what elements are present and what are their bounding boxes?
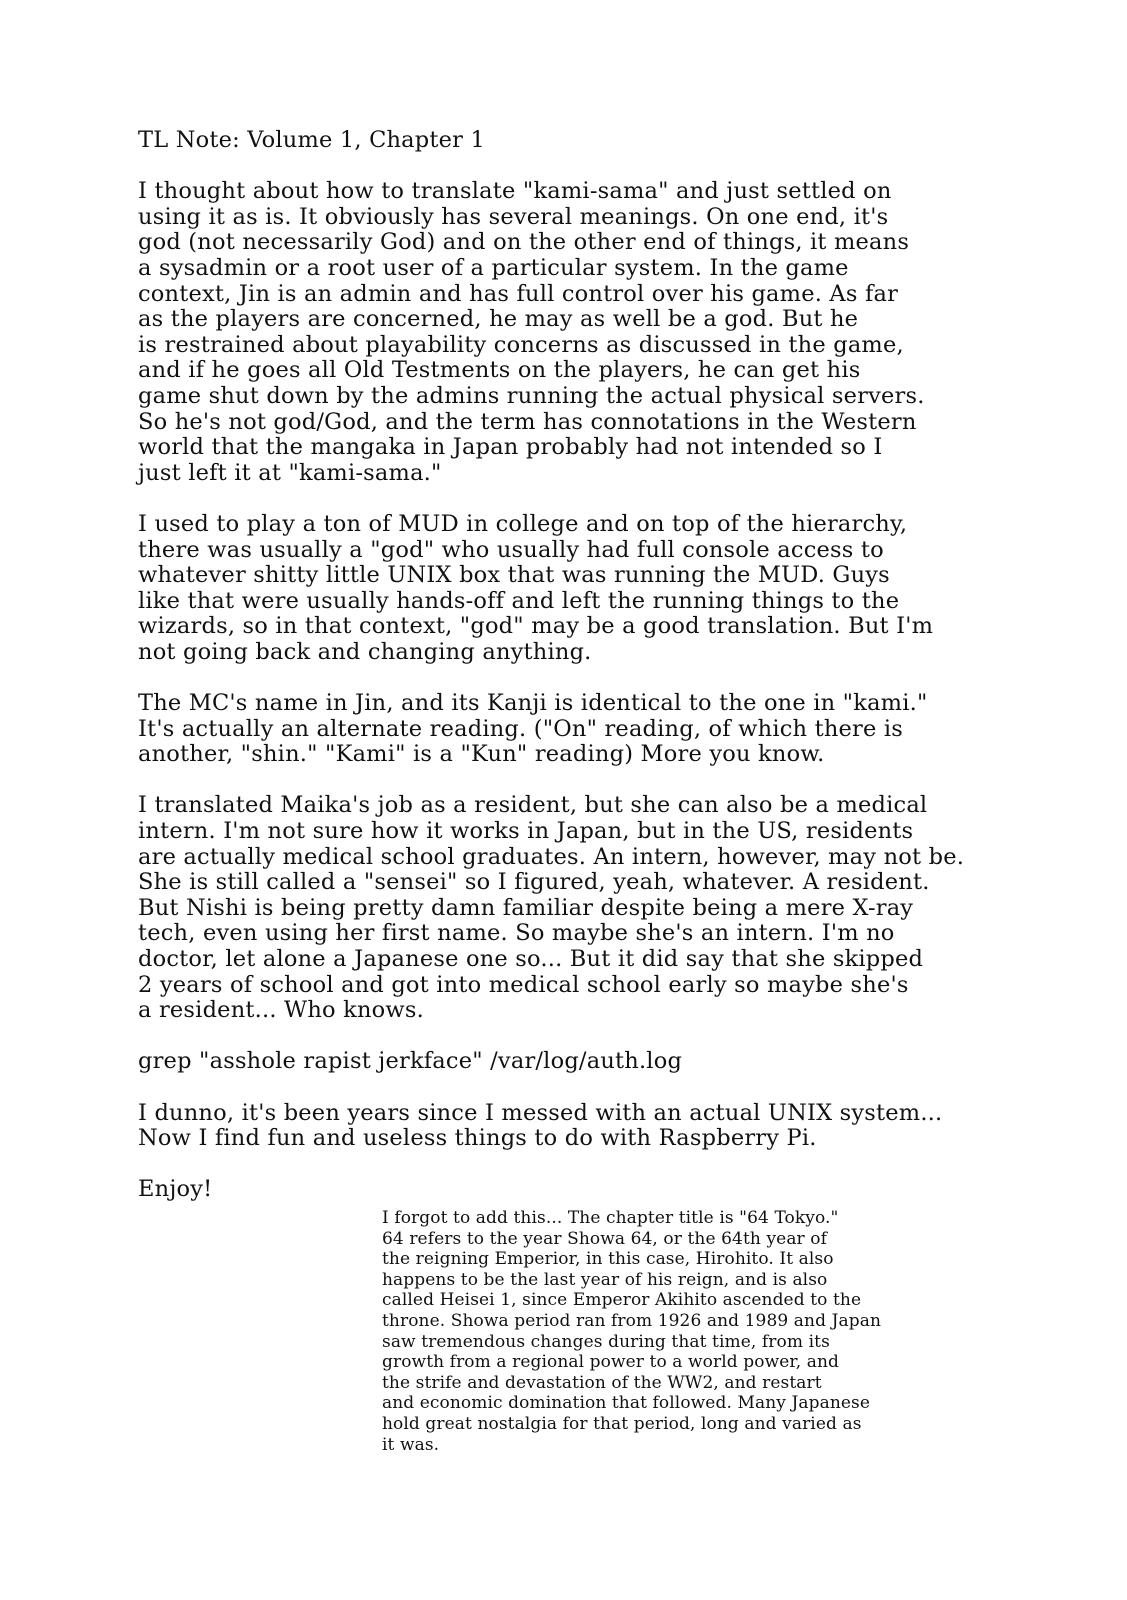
- note-title: TL Note: Volume 1, Chapter 1: [138, 127, 485, 153]
- paragraph-mud: I used to play a ton of MUD in college and on top of the hierarchy, there was usually a "god" who usually had full console access to whatever shitty little UNIX box that was running the MUD. Guys like that were usually hands-off and left the running things to the wizards, so in that context, "god" may be a good translation. But I'm not going back and changing anything.: [138, 510, 934, 665]
- main-text: [138, 128, 998, 1229]
- paragraph-jin-name: The MC's name in Jin, and its Kanji is identical to the one in "kami." It's actually an alternate reading. ("On" reading, of which there is another, "shin." "Kami" is a "Kun" reading) More you know.: [138, 690, 928, 768]
- footnote: I forgot to add this... The chapter title is "64 Tokyo." 64 refers to the year Showa 64, or the 64th year of the reigning Emperior, in this case, Hirohito. It also happens to be the last year of his reign, and is also called Heisei 1, since Emperor Akihito ascended to the throne. Showa period ran from 1926 and 1989 and Japan saw tremendous changes during that time, from its growth from a regional power to a world power, and the strife and devastation of the WW2, and restart and economic domination that followed. Many Japanese hold great nostalgia for that period, long and varied as it was.: [382, 1208, 881, 1455]
- paragraph-kami-sama: I thought about how to translate "kami-sama" and just settled on using it as is. It obviously has several meanings. On one end, it's god (not necessarily God) and on the other end of things, it means a sysadmin or a root user of a particular system. In the game context, Jin is an admin and has full control over his game. As far as the players are concerned, he may as well be a god. But he is restrained about playability concerns as discussed in the game, and if he goes all Old Testments on the players, he can get his game shut down by the admins running the actual physical servers. So he's not god/God, and the term has connotations in the Western world that the mangaka in Japan probably had not intended so I just left it at "kami-sama.": [138, 178, 925, 486]
- paragraph-enjoy: Enjoy!: [138, 1176, 213, 1203]
- paragraph-resident: I translated Maika's job as a resident, but she can also be a medical intern. I'm not sure how it works in Japan, but in the US, residents are actually medical school graduates. An intern, however, may not be. She is still called a "sensei" so I figured, yeah, whatever. A resident. But Nishi is being pretty damn familiar despite being a mere X-ray tech, even using her first name. So maybe she's an intern. I'm no doctor, let alone a Japanese one so... But it did say that she skipped 2 years of school and got into medical school early so maybe she's a resident... Who knows.: [138, 792, 965, 1024]
- paragraph-grep: grep "asshole rapist jerkface" /var/log/auth.log: [138, 1048, 683, 1075]
- paragraph-unix: I dunno, it's been years since I messed with an actual UNIX system... Now I find fun and useless things to do with Raspberry Pi.: [138, 1099, 943, 1152]
